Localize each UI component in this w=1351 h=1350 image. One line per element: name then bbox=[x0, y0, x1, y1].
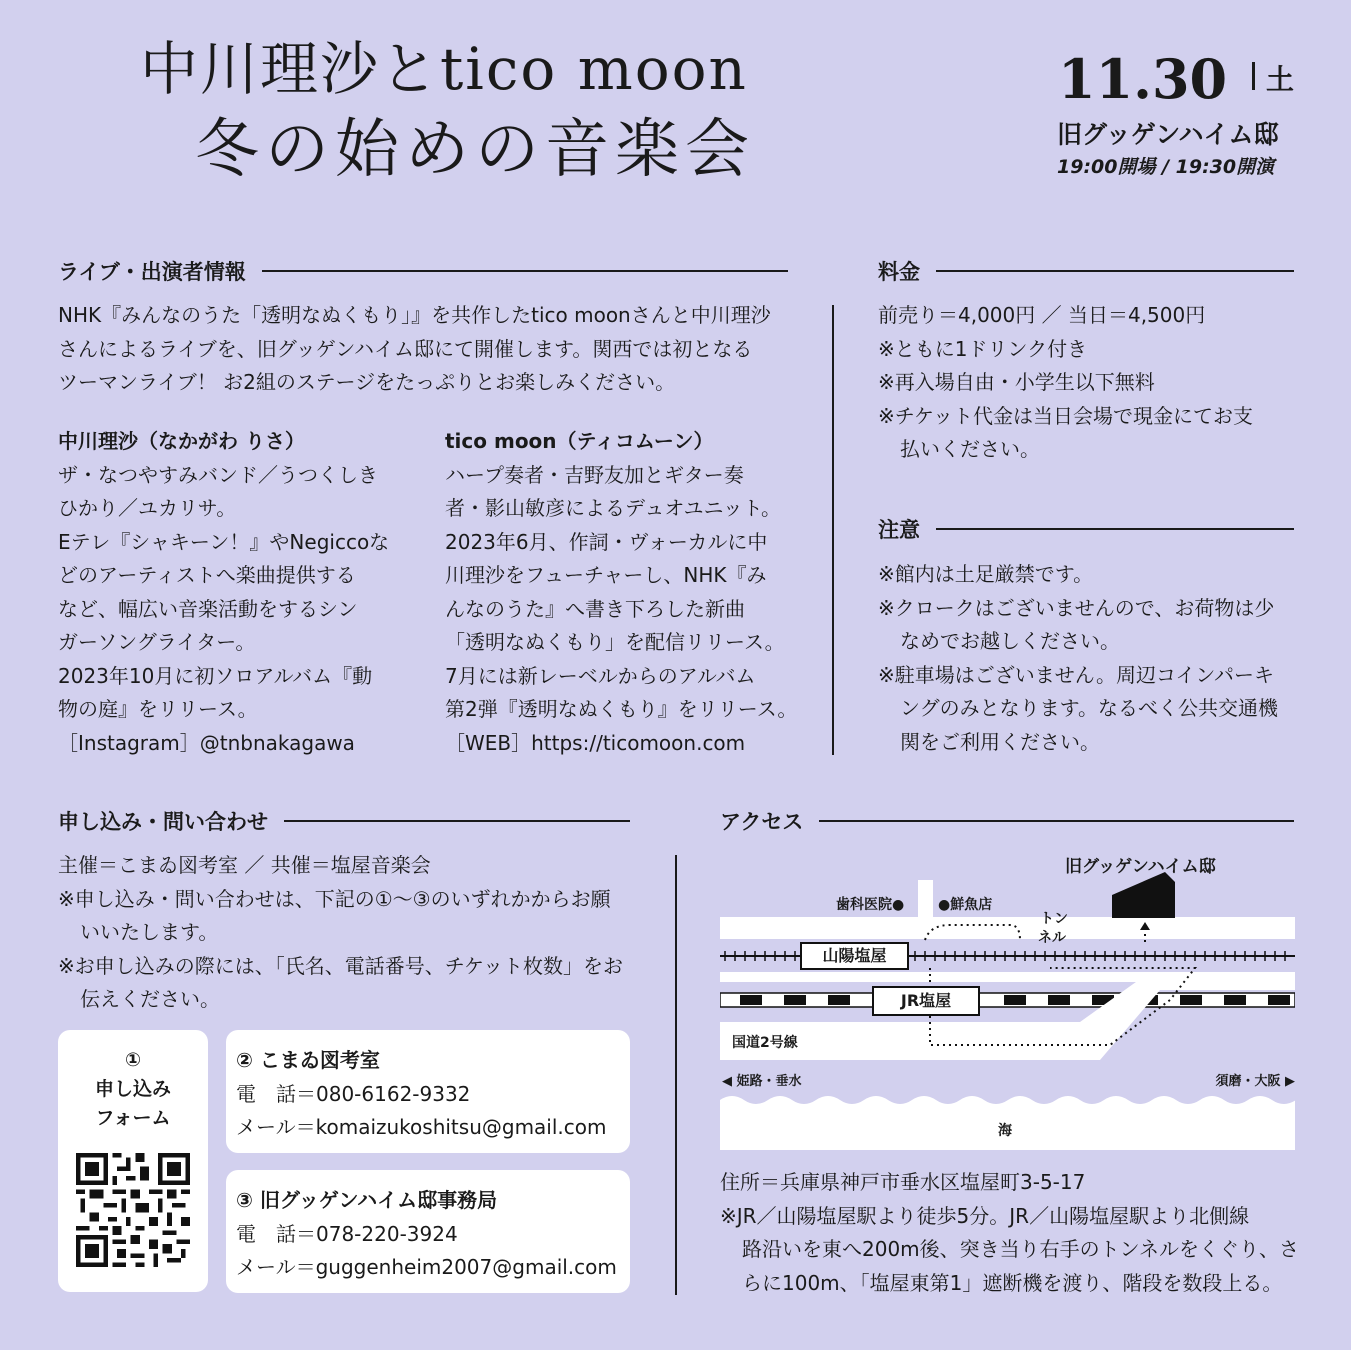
artist1-line: など、幅広い音楽活動をするシン bbox=[58, 596, 358, 621]
fee-section-header bbox=[878, 256, 1294, 286]
notice-section-header bbox=[878, 514, 1294, 544]
artist1-line: ザ・なつやすみバンド／うつくしき bbox=[58, 462, 378, 487]
event-title-line1: 中川理沙とtico moon bbox=[140, 35, 748, 103]
artist1-line: 物の庭』をリリース。 bbox=[58, 697, 258, 721]
artist2-line: 「透明なぬくもり」を配信リリース。 bbox=[445, 630, 785, 654]
map-tunnel-label-1: トン bbox=[1040, 911, 1068, 927]
contact2-phone[interactable]: 電 話＝080-6162-9332 bbox=[236, 1081, 471, 1106]
map-graphic bbox=[720, 850, 1295, 1155]
artist2-line: 2023年6月、作詞・ヴォーカルに中 bbox=[445, 529, 768, 554]
artist2-line: ハープ奏者・吉野友加とギター奏 bbox=[445, 462, 744, 487]
apply-line: ※申し込み・問い合わせは、下記の①〜③のいずれかからお願 bbox=[58, 886, 611, 911]
artist2-line: 者・影山敏彦によるデュオユニット。 bbox=[445, 496, 781, 520]
fee-line: ※チケット代金は当日会場で現金にてお支 bbox=[878, 403, 1253, 428]
fee-heading-rule bbox=[936, 270, 1294, 272]
artist2-profile bbox=[445, 425, 805, 760]
fee-line: ※ともに1ドリンク付き bbox=[878, 336, 1088, 361]
notice-line: なめでお越しください。 bbox=[900, 629, 1120, 653]
artist1-line: ガーソングライター。 bbox=[58, 630, 256, 654]
bottom-column-divider bbox=[675, 855, 677, 1295]
artist1-name: 中川理沙（なかがわ りさ） bbox=[58, 429, 305, 453]
apply-heading-rule bbox=[284, 820, 630, 822]
live-intro-line: ツーマンライブ！ お2組のステージをたっぷりとお楽しみください。 bbox=[58, 370, 676, 394]
apply-line: 伝えください。 bbox=[80, 987, 220, 1011]
live-heading: ライブ・出演者情報 bbox=[58, 260, 246, 284]
notice-line: ※駐車場はございません。周辺コインパーキ bbox=[878, 662, 1274, 687]
map-fish-shop-label: ●鮮魚店 bbox=[938, 897, 993, 913]
fee-heading: 料金 bbox=[878, 260, 920, 284]
notice-details bbox=[878, 558, 1298, 759]
application-form-card[interactable] bbox=[58, 1030, 208, 1292]
fee-line: ※再入場自由・小学生以下無料 bbox=[878, 370, 1155, 394]
map-house-label: 旧グッゲンハイム邸 bbox=[1065, 857, 1216, 877]
qr-code-icon[interactable] bbox=[76, 1153, 190, 1267]
artist1-line: ひかり／ユカリサ。 bbox=[58, 496, 237, 520]
map-east-direction: 須磨・大阪 ▶ bbox=[1215, 1074, 1295, 1089]
contact2-title: ② こまゐ図考室 bbox=[236, 1048, 380, 1072]
fee-line: 払いください。 bbox=[900, 437, 1040, 461]
artist1-profile bbox=[58, 425, 418, 760]
map-tunnel-label-2: ネル bbox=[1038, 930, 1066, 946]
access-direction-line: ※JR／山陽塩屋駅より徒歩5分。JR／山陽塩屋駅より北側線 bbox=[720, 1203, 1250, 1228]
notice-line: ※クロークはございませんので、お荷物は少 bbox=[878, 595, 1275, 620]
form-label-line1: 申し込み bbox=[94, 1078, 171, 1100]
map-jr-station: JR塩屋 bbox=[872, 986, 980, 1016]
map-sanyo-station: 山陽塩屋 bbox=[800, 942, 909, 970]
access-map bbox=[720, 850, 1295, 1155]
live-intro-line: さんによるライブを、旧グッゲンハイム邸にて開催します。関西では初となる bbox=[58, 336, 753, 361]
contact3-phone[interactable]: 電 話＝078-220-3924 bbox=[236, 1221, 458, 1246]
apply-line: いいたします。 bbox=[80, 920, 219, 944]
apply-section-header bbox=[58, 806, 630, 836]
artist2-line: 第2弾『透明なぬくもり』をリリース。 bbox=[445, 697, 798, 721]
contact3-email[interactable]: メール＝guggenheim2007@gmail.com bbox=[236, 1255, 617, 1279]
artist2-web[interactable]: ［WEB］https://ticomoon.com bbox=[445, 730, 746, 755]
form-label-line2: フォーム bbox=[95, 1107, 171, 1129]
apply-details bbox=[58, 849, 643, 1017]
map-sea-label: 海 bbox=[998, 1123, 1012, 1139]
artist1-line: Eテレ『シャキーン！』やNegiccoな bbox=[58, 529, 390, 554]
access-heading-rule bbox=[819, 820, 1294, 822]
artist1-line: どのアーティストへ楽曲提供する bbox=[58, 563, 356, 587]
event-day: 土 bbox=[1266, 63, 1295, 96]
access-address: 住所＝兵庫県神戸市垂水区塩屋町3-5-17 bbox=[720, 1170, 1086, 1194]
artist1-line: 2023年10月に初ソロアルバム『動 bbox=[58, 663, 373, 688]
event-hours: 19:00開場 / 19:30開演 bbox=[1057, 156, 1275, 178]
live-intro-line: NHK『みんなのうた「透明なぬくもり」』を共作したtico moonさんと中川理沙 bbox=[58, 303, 771, 327]
map-west-direction: ◀ 姫路・垂水 bbox=[722, 1074, 802, 1089]
live-intro bbox=[58, 299, 798, 400]
apply-line: ※お申し込みの際には、「氏名、電話番号、チケット枚数」をお bbox=[58, 953, 623, 978]
notice-line: 関をご利用ください。 bbox=[900, 729, 1100, 754]
event-venue: 旧グッゲンハイム邸 bbox=[1057, 120, 1279, 149]
access-section-header bbox=[720, 806, 1294, 836]
apply-line: 主催＝こまゐ図考室 ／ 共催＝塩屋音楽会 bbox=[58, 853, 431, 877]
notice-line: ※館内は土足厳禁です。 bbox=[878, 562, 1094, 586]
column-divider bbox=[832, 305, 834, 755]
artist2-name: tico moon（ティコムーン） bbox=[445, 429, 714, 453]
date-divider bbox=[1252, 62, 1255, 90]
map-dentist-label: 歯科医院● bbox=[836, 897, 905, 913]
access-direction-line: らに100m、「塩屋東第1」遮断機を渡り、階段を数段上る。 bbox=[742, 1270, 1283, 1295]
apply-heading: 申し込み・問い合わせ bbox=[58, 810, 268, 834]
contact3-title: ③ 旧グッゲンハイム邸事務局 bbox=[236, 1188, 498, 1212]
artist2-line: 川理沙をフューチャーし、NHK『み bbox=[445, 563, 767, 587]
contact-card-komaizu bbox=[226, 1030, 630, 1153]
contact-card-guggenheim bbox=[226, 1170, 630, 1293]
artist2-line: 7月には新レーベルからのアルバム bbox=[445, 663, 756, 688]
notice-heading-rule bbox=[936, 528, 1294, 530]
event-date: 11.30 bbox=[1058, 47, 1228, 111]
access-direction-line: 路沿いを東へ200m後、突き当り右手のトンネルをくぐり、さ bbox=[742, 1237, 1300, 1261]
form-number: ① bbox=[124, 1049, 142, 1071]
event-title-line2: 冬の始めの音楽会 bbox=[195, 113, 755, 187]
contact2-email[interactable]: メール＝komaizukoshitsu@gmail.com bbox=[236, 1115, 607, 1139]
notice-line: ングのみとなります。なるべく公共交通機 bbox=[900, 696, 1278, 720]
live-heading-rule bbox=[262, 270, 788, 272]
live-section-header bbox=[58, 256, 788, 286]
fee-line: 前売り＝4,000円 ／ 当日＝4,500円 bbox=[878, 303, 1206, 327]
artist2-line: んなのうた』へ書き下ろした新曲 bbox=[445, 596, 745, 621]
map-route2-label: 国道2号線 bbox=[732, 1035, 798, 1051]
access-details bbox=[720, 1166, 1310, 1300]
access-heading: アクセス bbox=[720, 810, 804, 834]
fee-details bbox=[878, 299, 1298, 467]
artist1-instagram[interactable]: ［Instagram］@tnbnakagawa bbox=[58, 730, 355, 755]
notice-heading: 注意 bbox=[878, 518, 920, 542]
